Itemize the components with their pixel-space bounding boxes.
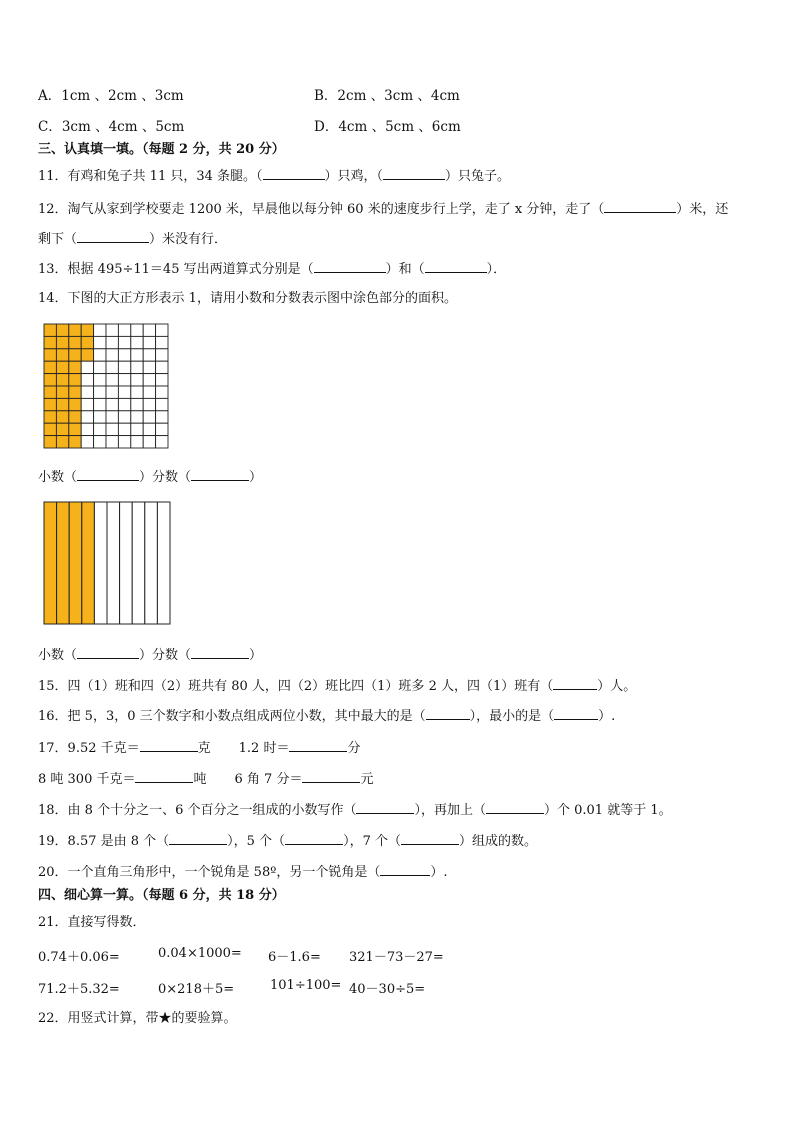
grid-cell <box>106 324 118 336</box>
grid-cell <box>81 411 93 423</box>
ten-strips-figure <box>40 498 174 628</box>
shaded-cell <box>69 411 81 423</box>
answer-line-2 <box>38 645 262 665</box>
q18-text-a: 18．由 8 个十分之一、6 个百分之一组成的小数写作（ <box>38 803 357 818</box>
option-b: B．2cm 、3cm 、4cm <box>314 88 460 104</box>
shaded-cell <box>44 411 56 423</box>
q13-text-b: ）和（ <box>385 262 425 277</box>
shaded-cell <box>69 361 81 373</box>
answer-blank[interactable] <box>77 229 149 243</box>
grid-cell <box>118 411 130 423</box>
q11-text-b: ）只鸡，（ <box>324 169 384 184</box>
grid-cell <box>131 423 143 435</box>
shaded-cell <box>69 436 81 448</box>
grid-cell <box>143 374 155 386</box>
q19-text-a: 19．8.57 是由 8 个（ <box>38 834 170 849</box>
q15-text-a: 15．四（1）班和四（2）班共有 80 人，四（2）班比四（1）班多 2 人，四（1）班有（ <box>38 679 554 694</box>
grid-cell <box>106 436 118 448</box>
answer-blank[interactable] <box>289 738 347 752</box>
shaded-cell <box>56 336 68 348</box>
grid-cell <box>81 398 93 410</box>
grid-cell <box>131 349 143 361</box>
grid-cell <box>118 374 130 386</box>
question-18 <box>38 800 672 820</box>
grid-cell <box>118 361 130 373</box>
q17-b4: 元 <box>360 772 374 787</box>
grid-cell <box>118 349 130 361</box>
shaded-cell <box>69 336 81 348</box>
shaded-cell <box>56 411 68 423</box>
answer-line-1 <box>38 467 262 487</box>
question-17-line-1 <box>38 738 360 758</box>
grid-cell <box>94 411 106 423</box>
q17-a2: 克 <box>197 741 211 756</box>
grid-cell <box>106 361 118 373</box>
shaded-cell <box>81 336 93 348</box>
q19-text-c: ），7 个（ <box>343 834 401 849</box>
strip <box>145 502 158 624</box>
option-d: D．4cm 、5cm 、6cm <box>314 119 461 135</box>
option-c: C．3cm 、4cm 、5cm <box>38 119 185 135</box>
grid-cell <box>106 349 118 361</box>
shaded-cell <box>44 423 56 435</box>
q20-text-a: 20．一个直角三角形中，一个锐角是 58º，另一个锐角是（ <box>38 865 381 880</box>
question-15 <box>38 676 636 696</box>
grid-cell <box>118 436 130 448</box>
grid-cell <box>131 336 143 348</box>
shaded-cell <box>44 436 56 448</box>
calc-item: 71.2＋5.32= <box>38 982 120 997</box>
option-a: A．1cm 、2cm 、3cm <box>38 88 184 104</box>
question-12-line-1 <box>38 199 728 219</box>
q17-a3: 1.2 时＝ <box>238 741 290 756</box>
section-3-heading: 三、认真填一填。（每题 2 分，共 20 分） <box>38 142 285 157</box>
shaded-cell <box>44 324 56 336</box>
q17-b3: 6 角 7 分＝ <box>234 772 303 787</box>
grid-cell <box>156 349 168 361</box>
answer-blank[interactable] <box>169 831 227 845</box>
shaded-strip <box>44 502 57 624</box>
ans1-text-c: ） <box>249 470 263 485</box>
grid-cell <box>94 349 106 361</box>
shaded-cell <box>56 349 68 361</box>
grid-cell <box>81 374 93 386</box>
grid-cell <box>81 386 93 398</box>
q17-a1: 17．9.52 千克＝ <box>38 741 140 756</box>
grid-cell <box>118 386 130 398</box>
shaded-cell <box>44 361 56 373</box>
q13-text-c: ）． <box>486 262 507 277</box>
grid-cell <box>131 361 143 373</box>
shaded-cell <box>44 386 56 398</box>
q12-text-a: 12．淘气从家到学校要走 1200 米，早晨他以每分钟 60 米的速度步行上学，走了 x 分钟，走了（ <box>38 202 605 217</box>
calc-item: 0.04×1000= <box>158 946 242 961</box>
shaded-cell <box>44 374 56 386</box>
shaded-cell <box>56 398 68 410</box>
answer-blank[interactable] <box>553 676 597 690</box>
answer-blank[interactable] <box>401 831 459 845</box>
strip <box>132 502 145 624</box>
grid-cell <box>156 436 168 448</box>
answer-blank[interactable] <box>135 769 193 783</box>
question-22-title: 22．用竖式计算，带★的要验算。 <box>38 1011 237 1026</box>
q16-text-a: 16．把 5，3，0 三个数字和小数点组成两位小数，其中最大的是（ <box>38 709 426 724</box>
grid-cell <box>143 386 155 398</box>
grid-cell <box>106 423 118 435</box>
strip <box>120 502 133 624</box>
grid-cell <box>156 411 168 423</box>
q16-text-b: ），最小的是（ <box>469 709 555 724</box>
answer-blank[interactable] <box>486 800 544 814</box>
shaded-cell <box>56 386 68 398</box>
grid-cell <box>106 411 118 423</box>
shaded-cell <box>69 374 81 386</box>
answer-blank[interactable] <box>263 166 325 180</box>
decimal-blank[interactable] <box>77 645 139 659</box>
grid-cell <box>156 398 168 410</box>
question-19 <box>38 831 537 851</box>
question-12-line-2 <box>38 229 227 249</box>
q12-text-c: 剩下（ <box>38 232 78 247</box>
question-21-title: 21．直接写得数． <box>38 915 146 930</box>
q19-text-d: ）组成的数。 <box>458 834 537 849</box>
question-20 <box>38 862 447 882</box>
ans1-text-b: ）分数（ <box>139 470 192 485</box>
calc-item: 0.74＋0.06= <box>38 950 120 965</box>
grid-cell <box>94 324 106 336</box>
strip <box>157 502 170 624</box>
q17-b2: 吨 <box>193 772 207 787</box>
answer-blank[interactable] <box>425 259 487 273</box>
fraction-blank[interactable] <box>191 467 249 481</box>
grid-cell <box>94 398 106 410</box>
grid-cell <box>131 436 143 448</box>
shaded-cell <box>56 361 68 373</box>
q11-text-c: ）只兔子。 <box>445 169 511 184</box>
ans2-text-a: 小数（ <box>38 648 78 663</box>
strip <box>107 502 120 624</box>
grid-cell <box>94 374 106 386</box>
shaded-cell <box>69 349 81 361</box>
grid-cell <box>156 423 168 435</box>
shaded-cell <box>69 324 81 336</box>
answer-blank[interactable] <box>383 166 445 180</box>
fraction-blank[interactable] <box>191 645 249 659</box>
shaded-cell <box>81 324 93 336</box>
grid-cell <box>131 324 143 336</box>
answer-blank[interactable] <box>314 259 386 273</box>
shaded-strip <box>69 502 82 624</box>
grid-cell <box>106 374 118 386</box>
question-16 <box>38 706 615 726</box>
shaded-cell <box>44 398 56 410</box>
grid-cell <box>131 411 143 423</box>
shaded-cell <box>81 349 93 361</box>
shaded-cell <box>56 423 68 435</box>
q12-text-d: ）米没有行． <box>149 232 228 247</box>
shaded-strip <box>82 502 95 624</box>
ans2-text-b: ）分数（ <box>139 648 192 663</box>
answer-blank[interactable] <box>604 199 676 213</box>
answer-blank[interactable] <box>285 831 343 845</box>
calc-item: 101÷100= <box>270 978 342 993</box>
grid-cell <box>94 436 106 448</box>
shaded-cell <box>56 324 68 336</box>
ans2-text-c: ） <box>249 648 263 663</box>
grid-cell <box>143 349 155 361</box>
grid-cell <box>118 398 130 410</box>
q12-text-b: ）米，还 <box>676 202 729 217</box>
shaded-cell <box>56 436 68 448</box>
q18-text-c: ）个 0.01 就等于 1。 <box>544 803 672 818</box>
shaded-cell <box>44 336 56 348</box>
question-17-line-2 <box>38 769 373 789</box>
q13-text-a: 13．根据 495÷11＝45 写出两道算式分别是（ <box>38 262 314 277</box>
calc-item: 6－1.6= <box>268 950 321 965</box>
ans1-text-a: 小数（ <box>38 470 78 485</box>
q20-text-b: ）. <box>430 865 448 880</box>
shaded-strip <box>57 502 70 624</box>
question-11 <box>38 166 510 186</box>
calc-item: 0×218＋5= <box>158 982 235 997</box>
shaded-cell <box>69 423 81 435</box>
grid-cell <box>94 336 106 348</box>
grid-cell <box>106 398 118 410</box>
decimal-blank[interactable] <box>77 467 139 481</box>
grid-cell <box>156 361 168 373</box>
answer-blank[interactable] <box>554 706 598 720</box>
section-4-heading: 四、细心算一算。（每题 6 分，共 18 分） <box>38 888 285 903</box>
hundred-grid-figure <box>42 322 172 452</box>
grid-cell <box>143 336 155 348</box>
grid-cell <box>143 423 155 435</box>
grid-cell <box>106 336 118 348</box>
answer-blank[interactable] <box>380 862 430 876</box>
grid-cell <box>143 398 155 410</box>
grid-cell <box>118 336 130 348</box>
answer-blank[interactable] <box>302 769 360 783</box>
calc-item: 40－30÷5= <box>349 982 426 997</box>
grid-cell <box>118 423 130 435</box>
strip <box>94 502 107 624</box>
grid-cell <box>131 386 143 398</box>
grid-cell <box>94 361 106 373</box>
answer-blank[interactable] <box>140 738 198 752</box>
shaded-cell <box>56 374 68 386</box>
grid-cell <box>94 386 106 398</box>
shaded-cell <box>69 398 81 410</box>
grid-cell <box>156 324 168 336</box>
grid-cell <box>143 411 155 423</box>
answer-blank[interactable] <box>356 800 414 814</box>
grid-cell <box>106 386 118 398</box>
grid-cell <box>156 386 168 398</box>
grid-cell <box>131 398 143 410</box>
grid-cell <box>143 436 155 448</box>
question-13 <box>38 259 506 279</box>
grid-cell <box>81 436 93 448</box>
question-14: 14．下图的大正方形表示 1，请用小数和分数表示图中涂色部分的面积。 <box>38 291 457 306</box>
grid-cell <box>131 374 143 386</box>
q16-text-c: ）. <box>598 709 616 724</box>
q17-a4: 分 <box>347 741 361 756</box>
q11-text-a: 11．有鸡和兔子共 11 只，34 条腿。（ <box>38 169 263 184</box>
grid-cell <box>81 361 93 373</box>
grid-cell <box>94 423 106 435</box>
grid-cell <box>143 324 155 336</box>
grid-cell <box>143 361 155 373</box>
calc-item: 321－73－27= <box>349 950 444 965</box>
shaded-cell <box>69 386 81 398</box>
q15-text-b: ）人。 <box>597 679 637 694</box>
grid-cell <box>81 423 93 435</box>
answer-blank[interactable] <box>426 706 470 720</box>
shaded-cell <box>44 349 56 361</box>
q19-text-b: ），5 个（ <box>227 834 286 849</box>
grid-cell <box>156 336 168 348</box>
q18-text-b: ），再加上（ <box>414 803 486 818</box>
grid-cell <box>118 324 130 336</box>
q17-b1: 8 吨 300 千克＝ <box>38 772 136 787</box>
grid-cell <box>156 374 168 386</box>
